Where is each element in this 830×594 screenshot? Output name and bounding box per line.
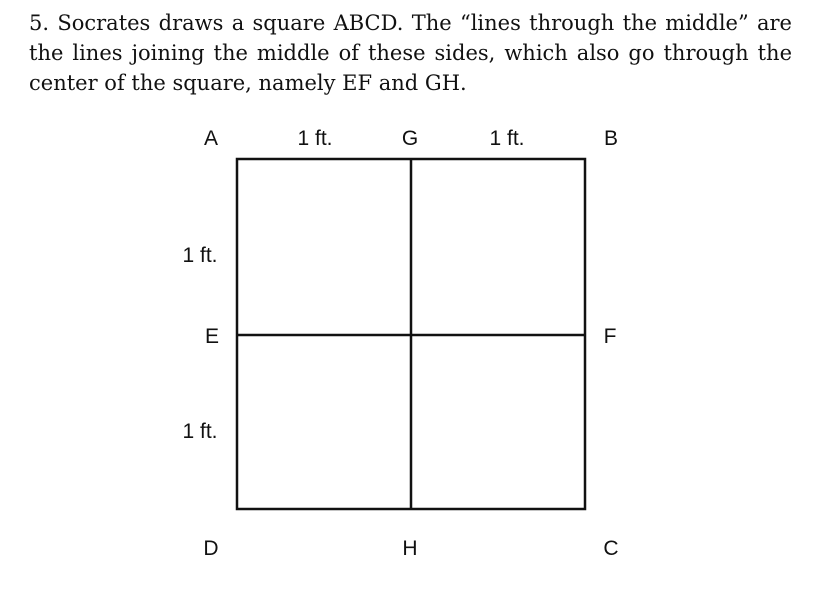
problem-text: 5. Socrates draws a square ABCD. The “lines through the middle” are the lines joining the middle of these sides, which also go through the center of the square, namely EF and GH. [29, 11, 792, 95]
label-h: H [402, 537, 418, 560]
label-b: B [603, 127, 619, 150]
label-g: G [401, 127, 419, 150]
label-f: F [603, 325, 617, 348]
measure-left-lower: 1 ft. [182, 420, 218, 443]
measure-left-upper: 1 ft. [182, 244, 218, 267]
label-e: E [204, 325, 220, 348]
measure-top-left: 1 ft. [297, 127, 333, 150]
label-a: A [203, 127, 219, 150]
label-d: D [203, 537, 219, 560]
label-c: C [603, 537, 619, 560]
measure-top-right: 1 ft. [489, 127, 525, 150]
